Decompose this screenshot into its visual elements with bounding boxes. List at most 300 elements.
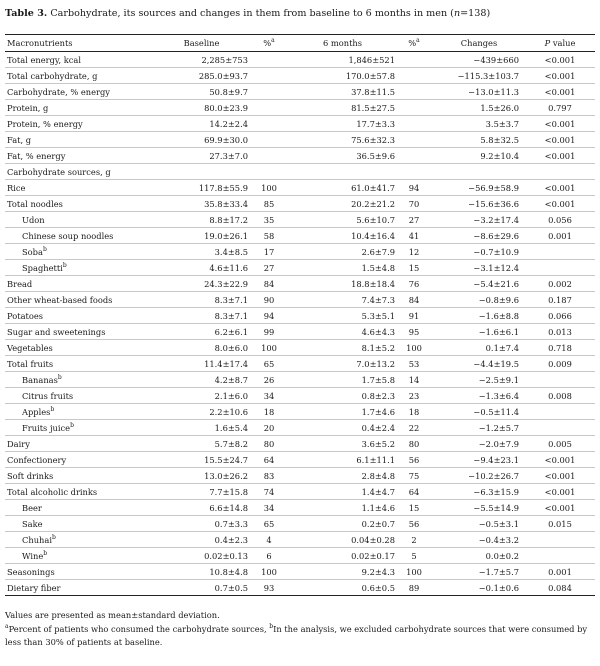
footnote-mark: a: [416, 37, 420, 45]
cell-nutrient-name: [5, 484, 155, 500]
nutrient-label: Other wheat-based foods: [7, 294, 113, 305]
cell-baseline: 285.0±93.7: [155, 68, 248, 84]
cell-pct-baseline: 20: [248, 420, 290, 436]
cell-nutrient-name: [5, 148, 155, 164]
cell-pct-baseline: 90: [248, 292, 290, 308]
cell-baseline: 35.8±33.4: [155, 196, 248, 212]
cell-p-value: [525, 548, 595, 564]
cell-baseline: 80.0±23.9: [155, 100, 248, 116]
nutrient-label: Beer: [22, 502, 42, 513]
cell-pct-six-months: 91: [395, 308, 433, 324]
nutrient-label: Vegetables: [7, 342, 53, 353]
cell-change: −2.5±9.1: [433, 372, 525, 388]
table-row: [5, 68, 595, 84]
cell-nutrient-name: [5, 324, 155, 340]
cell-pct-six-months: 23: [395, 388, 433, 404]
cell-pct-baseline: 100: [248, 180, 290, 196]
footnote-mark: b: [70, 421, 74, 429]
header-p-symbol: P: [544, 38, 551, 48]
table-row: [5, 180, 595, 196]
footnote-mark: b: [51, 533, 56, 541]
cell-pct-baseline: 65: [248, 356, 290, 372]
cell-change: −4.4±19.5: [433, 356, 525, 372]
cell-nutrient-name: [5, 100, 155, 116]
table-row: [5, 548, 595, 564]
table-row: [5, 292, 595, 308]
cell-p-value: <0.001: [525, 196, 595, 212]
cell-p-value: 0.002: [525, 276, 595, 292]
cell-pct-six-months: [395, 116, 433, 132]
cell-baseline: 11.4±17.4: [155, 356, 248, 372]
cell-pct-six-months: 15: [395, 500, 433, 516]
footnote-mark: b: [43, 549, 48, 557]
cell-six-months: 0.8±2.3: [290, 388, 395, 404]
footnote-b-mark: b: [269, 623, 274, 631]
footnote-mark: b: [42, 245, 47, 253]
cell-nutrient-name: [5, 452, 155, 468]
cell-pct-baseline: 17: [248, 244, 290, 260]
cell-change: −1.6±8.8: [433, 308, 525, 324]
cell-change: −2.0±7.9: [433, 436, 525, 452]
cell-change: −8.6±29.6: [433, 228, 525, 244]
cell-six-months: 5.3±5.1: [290, 308, 395, 324]
cell-change: −5.4±21.6: [433, 276, 525, 292]
footnote-b-text: In the analysis, we excluded carbohydrate sources that were consumed by less than 30% of patients at baseline.: [5, 624, 588, 647]
cell-change: −9.4±23.1: [433, 452, 525, 468]
cell-nutrient-name: [5, 580, 155, 596]
table-row: [5, 84, 595, 100]
cell-six-months: 1,846±521: [290, 52, 395, 68]
cell-six-months: 7.0±13.2: [290, 356, 395, 372]
caption-n-value: =138): [460, 8, 491, 19]
cell-six-months: [290, 164, 395, 180]
cell-six-months: 6.1±11.1: [290, 452, 395, 468]
cell-change: −0.5±11.4: [433, 404, 525, 420]
cell-pct-six-months: 100: [395, 564, 433, 580]
cell-p-value: 0.009: [525, 356, 595, 372]
cell-p-value: 0.056: [525, 212, 595, 228]
nutrient-label: Spaghetti: [22, 262, 63, 273]
nutrient-label: Carbohydrate, % energy: [7, 86, 110, 97]
table-row: [5, 436, 595, 452]
cell-six-months: 10.4±16.4: [290, 228, 395, 244]
table-row: [5, 196, 595, 212]
cell-pct-baseline: 34: [248, 500, 290, 516]
cell-change: 9.2±10.4: [433, 148, 525, 164]
table-row: [5, 100, 595, 116]
cell-p-value: <0.001: [525, 500, 595, 516]
nutrient-label: Chuhai: [22, 534, 52, 545]
cell-pct-six-months: 15: [395, 260, 433, 276]
nutrient-label: Bananas: [22, 374, 58, 385]
cell-six-months: 4.6±4.3: [290, 324, 395, 340]
cell-p-value: <0.001: [525, 52, 595, 68]
table-row: [5, 324, 595, 340]
table-row: [5, 52, 595, 68]
cell-six-months: 2.8±4.8: [290, 468, 395, 484]
cell-nutrient-name: [5, 164, 155, 180]
table-body: [5, 52, 595, 596]
cell-p-value: <0.001: [525, 132, 595, 148]
cell-nutrient-name: [5, 196, 155, 212]
cell-pct-baseline: 93: [248, 580, 290, 596]
cell-baseline: 7.7±15.8: [155, 484, 248, 500]
cell-p-value: [525, 372, 595, 388]
header-p-value: [525, 35, 595, 52]
cell-pct-baseline: 84: [248, 276, 290, 292]
cell-baseline: 27.3±7.0: [155, 148, 248, 164]
cell-baseline: 8.0±6.0: [155, 340, 248, 356]
cell-baseline: 15.5±24.7: [155, 452, 248, 468]
cell-pct-baseline: 80: [248, 436, 290, 452]
footnote-a-mark: a: [5, 623, 9, 631]
header-changes: Changes: [433, 35, 525, 52]
header-row: [5, 35, 595, 52]
cell-pct-baseline: 35: [248, 212, 290, 228]
footnote-mark: b: [50, 405, 55, 413]
cell-nutrient-name: [5, 564, 155, 580]
cell-baseline: 6.6±14.8: [155, 500, 248, 516]
nutrient-label: Protein, g: [7, 102, 49, 113]
data-table: [5, 34, 595, 596]
table-row: [5, 340, 595, 356]
cell-p-value: 0.013: [525, 324, 595, 340]
cell-nutrient-name: [5, 116, 155, 132]
cell-nutrient-name: [5, 84, 155, 100]
cell-nutrient-name: [5, 388, 155, 404]
cell-pct-six-months: 64: [395, 484, 433, 500]
cell-p-value: <0.001: [525, 180, 595, 196]
cell-pct-six-months: [395, 164, 433, 180]
table-row: [5, 132, 595, 148]
cell-six-months: 81.5±27.5: [290, 100, 395, 116]
cell-pct-baseline: 26: [248, 372, 290, 388]
cell-six-months: 20.2±21.2: [290, 196, 395, 212]
cell-pct-six-months: 18: [395, 404, 433, 420]
cell-baseline: 0.7±0.5: [155, 580, 248, 596]
table-row: [5, 484, 595, 500]
nutrient-label: Total alcoholic drinks: [7, 486, 98, 497]
cell-six-months: 3.6±5.2: [290, 436, 395, 452]
cell-pct-baseline: 6: [248, 548, 290, 564]
cell-pct-six-months: 80: [395, 436, 433, 452]
cell-nutrient-name: [5, 292, 155, 308]
cell-pct-six-months: 14: [395, 372, 433, 388]
cell-change: −1.3±6.4: [433, 388, 525, 404]
nutrient-label: Dairy: [7, 438, 30, 449]
cell-change: 3.5±3.7: [433, 116, 525, 132]
cell-pct-six-months: 53: [395, 356, 433, 372]
cell-p-value: <0.001: [525, 148, 595, 164]
cell-six-months: 1.1±4.6: [290, 500, 395, 516]
cell-pct-six-months: 41: [395, 228, 433, 244]
cell-baseline: 3.4±8.5: [155, 244, 248, 260]
cell-p-value: <0.001: [525, 452, 595, 468]
cell-nutrient-name: [5, 372, 155, 388]
cell-nutrient-name: [5, 244, 155, 260]
cell-pct-six-months: [395, 68, 433, 84]
cell-p-value: <0.001: [525, 116, 595, 132]
cell-six-months: 1.5±4.8: [290, 260, 395, 276]
cell-pct-baseline: 64: [248, 452, 290, 468]
nutrient-label: Wine: [22, 550, 44, 561]
caption-text: Carbohydrate, its sources and changes in them from baseline to 6 months in men (: [50, 8, 454, 19]
cell-nutrient-name: [5, 548, 155, 564]
cell-p-value: [525, 164, 595, 180]
header-pct-six-months: [395, 35, 433, 52]
header-macronutrients: Macronutrients: [5, 35, 155, 52]
cell-pct-baseline: [248, 84, 290, 100]
cell-p-value: [525, 420, 595, 436]
cell-six-months: 36.5±9.6: [290, 148, 395, 164]
cell-change: −0.5±3.1: [433, 516, 525, 532]
nutrient-label: Total energy, kcal: [7, 54, 82, 65]
cell-six-months: 7.4±7.3: [290, 292, 395, 308]
table-row: [5, 276, 595, 292]
table-row: [5, 228, 595, 244]
cell-nutrient-name: [5, 276, 155, 292]
nutrient-label: Citrus fruits: [22, 390, 74, 401]
cell-pct-six-months: 56: [395, 516, 433, 532]
caption-label: Table 3.: [5, 8, 48, 19]
cell-pct-baseline: [248, 116, 290, 132]
header-pct-text: %: [408, 38, 417, 48]
cell-six-months: 17.7±3.3: [290, 116, 395, 132]
cell-pct-six-months: [395, 100, 433, 116]
cell-pct-six-months: 5: [395, 548, 433, 564]
cell-change: −6.3±15.9: [433, 484, 525, 500]
cell-six-months: 1.7±5.8: [290, 372, 395, 388]
cell-change: −1.6±6.1: [433, 324, 525, 340]
cell-baseline: [155, 164, 248, 180]
cell-pct-six-months: 89: [395, 580, 433, 596]
nutrient-label: Carbohydrate sources, g: [7, 166, 111, 177]
cell-six-months: 61.0±41.7: [290, 180, 395, 196]
cell-p-value: 0.001: [525, 228, 595, 244]
nutrient-label: Total carbohydrate, g: [7, 70, 98, 81]
header-baseline: Baseline: [155, 35, 248, 52]
cell-nutrient-name: [5, 52, 155, 68]
table-caption: [5, 8, 490, 19]
cell-p-value: 0.008: [525, 388, 595, 404]
cell-baseline: 2.2±10.6: [155, 404, 248, 420]
cell-nutrient-name: [5, 260, 155, 276]
cell-p-value: 0.187: [525, 292, 595, 308]
header-pct-baseline: [248, 35, 290, 52]
table-row: [5, 580, 595, 596]
cell-change: −10.2±26.7: [433, 468, 525, 484]
nutrient-label: Seasonings: [7, 566, 55, 577]
nutrient-label: Bread: [7, 278, 33, 289]
cell-baseline: 50.8±9.7: [155, 84, 248, 100]
table-row: [5, 516, 595, 532]
cell-pct-baseline: 4: [248, 532, 290, 548]
nutrient-label: Potatoes: [7, 310, 44, 321]
cell-six-months: 2.6±7.9: [290, 244, 395, 260]
cell-six-months: 0.02±0.17: [290, 548, 395, 564]
cell-baseline: 2.1±6.0: [155, 388, 248, 404]
cell-change: 0.1±7.4: [433, 340, 525, 356]
cell-nutrient-name: [5, 516, 155, 532]
footnote-values: Values are presented as mean±standard deviation.: [5, 610, 220, 620]
cell-nutrient-name: [5, 356, 155, 372]
cell-pct-six-months: 12: [395, 244, 433, 260]
cell-pct-baseline: [248, 132, 290, 148]
cell-change: −0.1±0.6: [433, 580, 525, 596]
cell-nutrient-name: [5, 68, 155, 84]
cell-pct-six-months: [395, 132, 433, 148]
nutrient-label: Fat, % energy: [7, 150, 66, 161]
cell-pct-six-months: 95: [395, 324, 433, 340]
cell-six-months: 0.4±2.4: [290, 420, 395, 436]
cell-change: −0.4±3.2: [433, 532, 525, 548]
cell-baseline: 24.3±22.9: [155, 276, 248, 292]
cell-baseline: 4.2±8.7: [155, 372, 248, 388]
cell-nutrient-name: [5, 436, 155, 452]
cell-baseline: 1.6±5.4: [155, 420, 248, 436]
table-row: [5, 388, 595, 404]
cell-change: −15.6±36.6: [433, 196, 525, 212]
cell-nutrient-name: [5, 404, 155, 420]
nutrient-label: Soba: [22, 246, 43, 257]
nutrient-label: Rice: [7, 182, 26, 193]
cell-six-months: 0.04±0.28: [290, 532, 395, 548]
table-row: [5, 308, 595, 324]
nutrient-label: Total fruits: [7, 358, 54, 369]
cell-pct-baseline: 18: [248, 404, 290, 420]
cell-pct-baseline: 74: [248, 484, 290, 500]
table-row: [5, 468, 595, 484]
cell-p-value: 0.084: [525, 580, 595, 596]
nutrient-label: Fat, g: [7, 134, 32, 145]
cell-six-months: 5.6±10.7: [290, 212, 395, 228]
cell-pct-six-months: 2: [395, 532, 433, 548]
footnote-mark: a: [271, 37, 275, 45]
cell-pct-six-months: 56: [395, 452, 433, 468]
cell-change: −56.9±58.9: [433, 180, 525, 196]
table-row: [5, 500, 595, 516]
cell-baseline: 8.8±17.2: [155, 212, 248, 228]
table-row: [5, 372, 595, 388]
cell-change: −1.7±5.7: [433, 564, 525, 580]
cell-change: −1.2±5.7: [433, 420, 525, 436]
cell-six-months: 18.8±18.4: [290, 276, 395, 292]
cell-pct-baseline: 65: [248, 516, 290, 532]
cell-pct-six-months: 100: [395, 340, 433, 356]
cell-six-months: 0.2±0.7: [290, 516, 395, 532]
cell-baseline: 2,285±753: [155, 52, 248, 68]
cell-p-value: 0.718: [525, 340, 595, 356]
cell-baseline: 117.8±55.9: [155, 180, 248, 196]
cell-nutrient-name: [5, 308, 155, 324]
cell-baseline: 69.9±30.0: [155, 132, 248, 148]
cell-six-months: 37.8±11.5: [290, 84, 395, 100]
cell-change: −5.5±14.9: [433, 500, 525, 516]
table-row: [5, 212, 595, 228]
cell-pct-six-months: 70: [395, 196, 433, 212]
cell-nutrient-name: [5, 212, 155, 228]
cell-pct-baseline: 27: [248, 260, 290, 276]
cell-p-value: <0.001: [525, 68, 595, 84]
cell-pct-six-months: 84: [395, 292, 433, 308]
cell-change: 0.0±0.2: [433, 548, 525, 564]
cell-p-value: 0.797: [525, 100, 595, 116]
table-row: [5, 116, 595, 132]
table-row: [5, 164, 595, 180]
table-row: [5, 260, 595, 276]
cell-pct-baseline: 34: [248, 388, 290, 404]
cell-nutrient-name: [5, 340, 155, 356]
cell-pct-baseline: [248, 148, 290, 164]
cell-change: −13.0±11.3: [433, 84, 525, 100]
nutrient-label: Confectionery: [7, 454, 67, 465]
cell-pct-six-months: 94: [395, 180, 433, 196]
cell-six-months: 75.6±32.3: [290, 132, 395, 148]
cell-pct-baseline: 100: [248, 340, 290, 356]
nutrient-label: Udon: [22, 214, 45, 225]
cell-six-months: 1.4±4.7: [290, 484, 395, 500]
cell-pct-baseline: 99: [248, 324, 290, 340]
cell-pct-baseline: 83: [248, 468, 290, 484]
cell-six-months: 170.0±57.8: [290, 68, 395, 84]
nutrient-label: Protein, % energy: [7, 118, 83, 129]
cell-p-value: 0.001: [525, 564, 595, 580]
cell-change: −3.2±17.4: [433, 212, 525, 228]
table-row: [5, 564, 595, 580]
cell-nutrient-name: [5, 228, 155, 244]
table-row: [5, 356, 595, 372]
footnote-mark: b: [57, 373, 62, 381]
header-pct-text: %: [263, 38, 272, 48]
footnote-a-text: Percent of patients who consumed the carbohydrate sources,: [8, 624, 270, 634]
cell-change: 5.8±32.5: [433, 132, 525, 148]
cell-baseline: 19.0±26.1: [155, 228, 248, 244]
cell-p-value: 0.066: [525, 308, 595, 324]
table-row: [5, 244, 595, 260]
cell-pct-baseline: [248, 100, 290, 116]
cell-six-months: 1.7±4.6: [290, 404, 395, 420]
nutrient-label: Apples: [22, 406, 51, 417]
nutrient-label: Sugar and sweetenings: [7, 326, 106, 337]
cell-pct-six-months: 27: [395, 212, 433, 228]
cell-change: −0.7±10.9: [433, 244, 525, 260]
nutrient-label: Dietary fiber: [7, 582, 61, 593]
nutrient-label: Sake: [22, 518, 43, 529]
cell-six-months: 9.2±4.3: [290, 564, 395, 580]
cell-pct-baseline: 58: [248, 228, 290, 244]
cell-change: −3.1±12.4: [433, 260, 525, 276]
table-row: [5, 404, 595, 420]
cell-p-value: [525, 404, 595, 420]
cell-baseline: 10.8±4.8: [155, 564, 248, 580]
cell-p-value: <0.001: [525, 84, 595, 100]
cell-pct-baseline: [248, 68, 290, 84]
cell-nutrient-name: [5, 180, 155, 196]
cell-baseline: 8.3±7.1: [155, 308, 248, 324]
nutrient-label: Total noodles: [7, 198, 63, 209]
table-row: [5, 420, 595, 436]
table-row: [5, 148, 595, 164]
cell-baseline: 8.3±7.1: [155, 292, 248, 308]
cell-baseline: 14.2±2.4: [155, 116, 248, 132]
cell-pct-six-months: 22: [395, 420, 433, 436]
cell-p-value: <0.001: [525, 484, 595, 500]
cell-p-value: <0.001: [525, 468, 595, 484]
cell-baseline: 13.0±26.2: [155, 468, 248, 484]
cell-pct-six-months: 75: [395, 468, 433, 484]
cell-nutrient-name: [5, 132, 155, 148]
cell-nutrient-name: [5, 420, 155, 436]
